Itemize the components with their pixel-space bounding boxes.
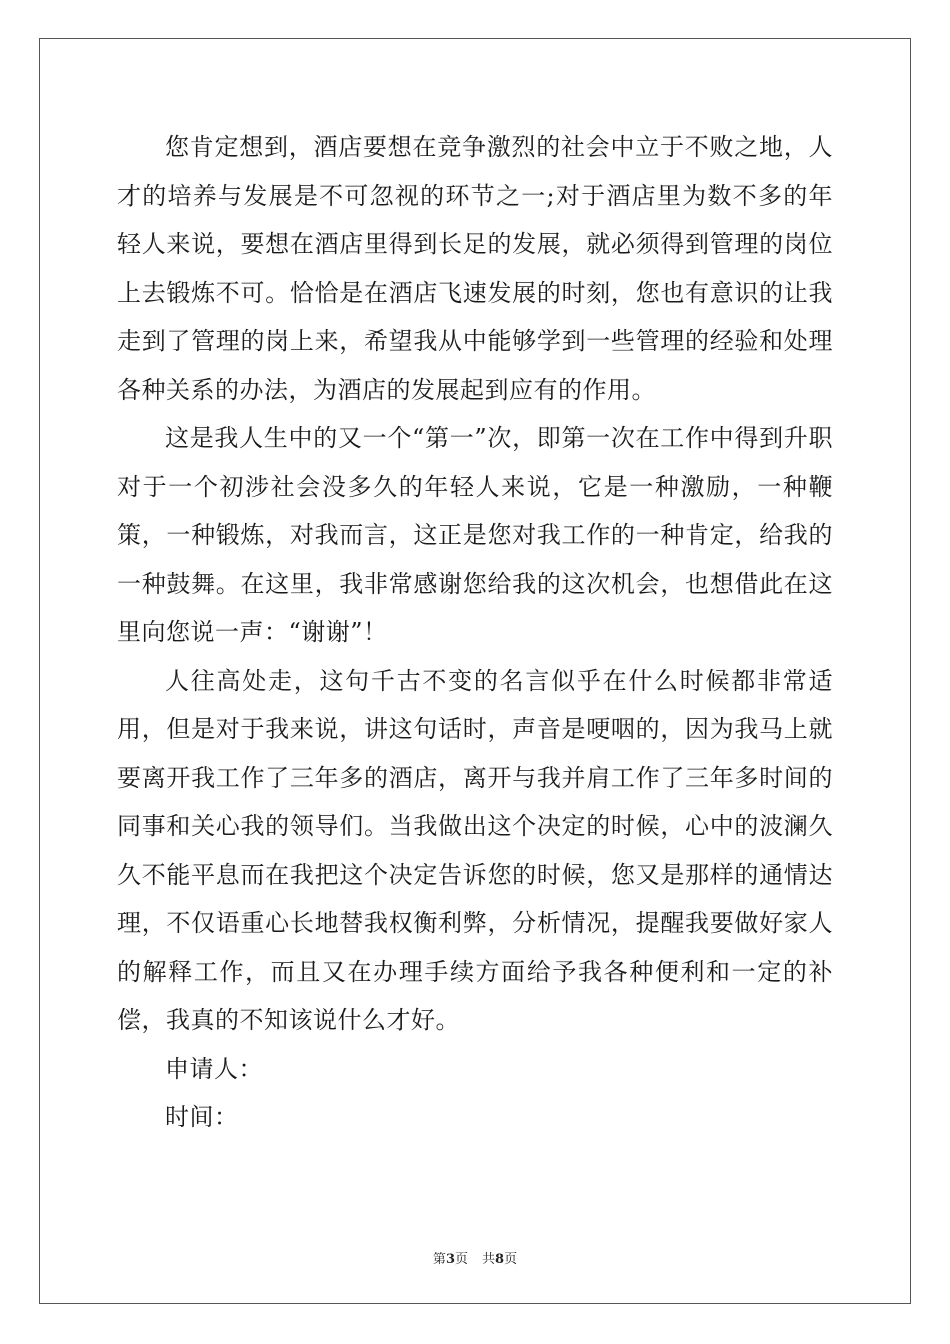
page-prefix: 第	[432, 1252, 446, 1267]
current-page-number: 3	[445, 1252, 455, 1267]
total-suffix: 页	[504, 1252, 518, 1267]
total-pages-number: 8	[495, 1252, 505, 1267]
applicant-line: 申请人：	[165, 1054, 263, 1083]
page-footer	[0, 1248, 950, 1267]
document-body	[117, 123, 833, 1142]
date-line: 时间：	[165, 1103, 239, 1131]
total-prefix: 共	[482, 1252, 496, 1267]
paragraph-3: 人往高处走，这句千古不变的名言似乎在什么时候都非常适用，但是对于我来说，讲这句话时，声音是哽咽的，因为我马上就要离开我工作了三年多的酒店，离开与我并肩工作了三年多时间的同事和关心我的领导们。当我做出这个决定的时候，心中的波澜久久不能平息而在我把这个决定告诉您的时候，您又是那样的通情达理，不仅语重心长地替我权衡利弊，分析情况，提醒我要做好家人的解释工作，而且又在办理手续方面给予我各种便利和一定的补偿，我真的不知该说什么才好。	[117, 666, 833, 1034]
paragraph-1: 您肯定想到，酒店要想在竞争激烈的社会中立于不败之地，人才的培养与发展是不可忽视的环节之一;对于酒店里为数不多的年轻人来说，要想在酒店里得到长足的发展，就必须得到管理的岗位上去锻炼不可。恰恰是在酒店飞速发展的时刻，您也有意识的让我走到了管理的岗上来，希望我从中能够学到一些管理的经验和处理各种关系的办法，为酒店的发展起到应有的作用。	[117, 133, 833, 404]
page-suffix: 页	[454, 1252, 468, 1267]
paragraph-2: 这是我人生中的又一个“第一”次，即第一次在工作中得到升职对于一个初涉社会没多久的年轻人来说，它是一种激励，一种鞭策，一种锻炼，对我而言，这正是您对我工作的一种肯定，给我的一种鼓舞。在这里，我非常感谢您给我的这次机会，也想借此在这里向您说一声：“谢谢”！	[117, 424, 833, 646]
